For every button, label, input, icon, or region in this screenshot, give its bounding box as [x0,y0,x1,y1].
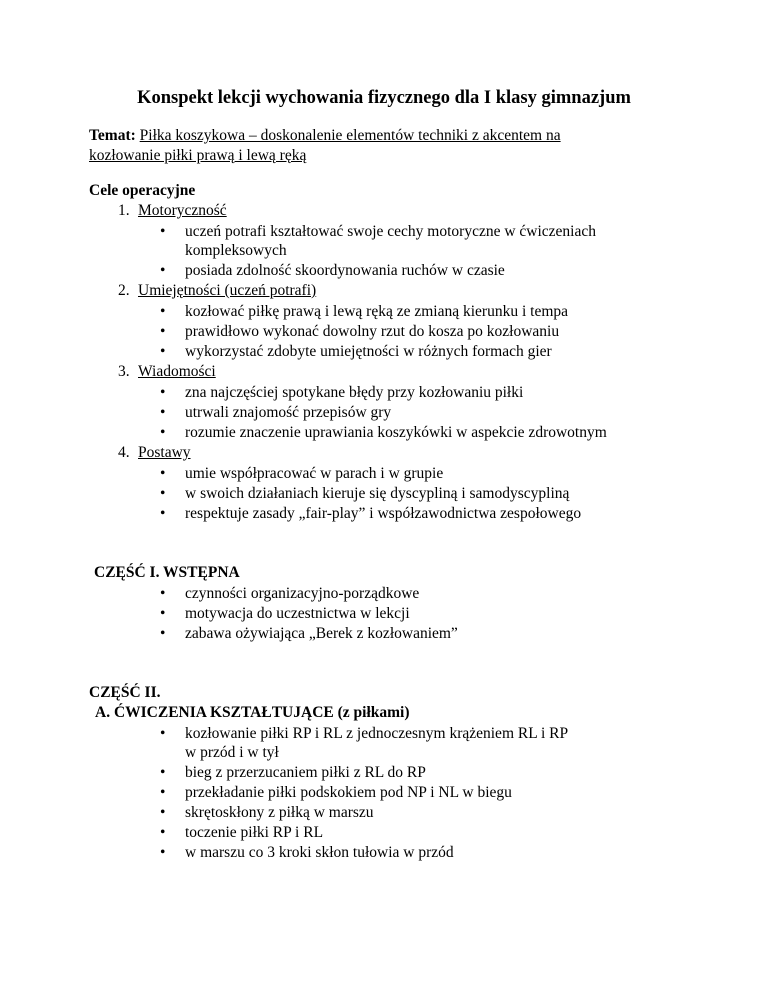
bullet-icon: • [160,804,166,821]
bullet-icon: • [160,625,166,642]
goal-title-wiadomosci: Wiadomości [138,363,216,380]
bullet-icon: • [160,303,166,320]
list-item: motywacja do uczestnictwa w lekcji [185,605,410,622]
list-item: kozłować piłkę prawą i lewą ręką ze zmianą kierunku i tempa [185,303,569,320]
bullet-icon: • [160,824,166,841]
list-item: wykorzystać zdobyte umiejętności w różnych formach gier [185,343,552,360]
list-item: respektuje zasady „fair-play” i współzawodnictwa zespołowego [185,505,582,522]
bullet-icon: • [160,585,166,602]
bullet-icon: • [160,784,166,801]
list-item: posiada zdolność skoordynowania ruchów w czasie [185,262,505,279]
bullet-icon: • [160,764,166,781]
goal-number: 3. [118,363,130,380]
list-item: uczeń potrafi kształtować swoje cechy motoryczne w ćwiczeniach [185,223,596,240]
part2-heading: CZĘŚĆ II. [89,684,161,701]
goals-heading: Cele operacyjne [89,182,196,199]
part2-subheading: A. ĆWICZENIA KSZTAŁTUJĄCE (z piłkami) [95,704,410,721]
topic-text-2: kozłowanie piłki prawą i lewą ręką [89,147,307,164]
bullet-icon: • [160,323,166,340]
bullet-icon: • [160,725,166,742]
goal-title-motorycznosc: Motoryczność [138,202,227,219]
bullet-icon: • [160,384,166,401]
list-item: w swoich działaniach kieruje się dyscypliną i samodyscypliną [185,485,570,502]
list-item: rozumie znaczenie uprawiania koszykówki w aspekcie zdrowotnym [185,424,607,441]
bullet-icon: • [160,223,166,240]
document-title: Konspekt lekcji wychowania fizycznego dla I klasy gimnazjum [137,88,631,108]
list-item: utrwali znajomość przepisów gry [185,404,392,421]
bullet-icon: • [160,424,166,441]
list-item-continuation: w przód i w tył [185,744,279,761]
list-item: zabawa ożywiająca „Berek z kozłowaniem” [185,625,458,642]
topic-label: Temat: [89,127,136,144]
list-item-continuation: kompleksowych [185,242,287,259]
goal-number: 1. [118,202,130,219]
bullet-icon: • [160,343,166,360]
list-item: skrętoskłony z piłką w marszu [185,804,374,821]
list-item: prawidłowo wykonać dowolny rzut do kosza po kozłowaniu [185,323,560,340]
goal-title-umiejetnosci: Umiejętności (uczeń potrafi) [138,282,317,299]
list-item: umie współpracować w parach i w grupie [185,465,444,482]
list-item: czynności organizacyjno-porządkowe [185,585,420,602]
list-item: bieg z przerzucaniem piłki z RL do RP [185,764,426,781]
bullet-icon: • [160,505,166,522]
bullet-icon: • [160,404,166,421]
topic-line-1 [89,126,561,146]
goal-number: 4. [118,444,130,461]
list-item: zna najczęściej spotykane błędy przy kozłowaniu piłki [185,384,524,401]
list-item: kozłowanie piłki RP i RL z jednoczesnym krążeniem RL i RP [185,725,569,742]
list-item: toczenie piłki RP i RL [185,824,324,841]
bullet-icon: • [160,465,166,482]
goal-number: 2. [118,282,130,299]
bullet-icon: • [160,262,166,279]
bullet-icon: • [160,844,166,861]
goal-title-postawy: Postawy [138,444,191,461]
part1-heading: CZĘŚĆ I. WSTĘPNA [94,564,240,581]
bullet-icon: • [160,485,166,502]
list-item: przekładanie piłki podskokiem pod NP i NL w biegu [185,784,512,801]
topic-text-1: Piłka koszykowa – doskonalenie elementów techniki z akcentem na [139,127,561,144]
bullet-icon: • [160,605,166,622]
list-item: w marszu co 3 kroki skłon tułowia w przód [185,844,454,861]
